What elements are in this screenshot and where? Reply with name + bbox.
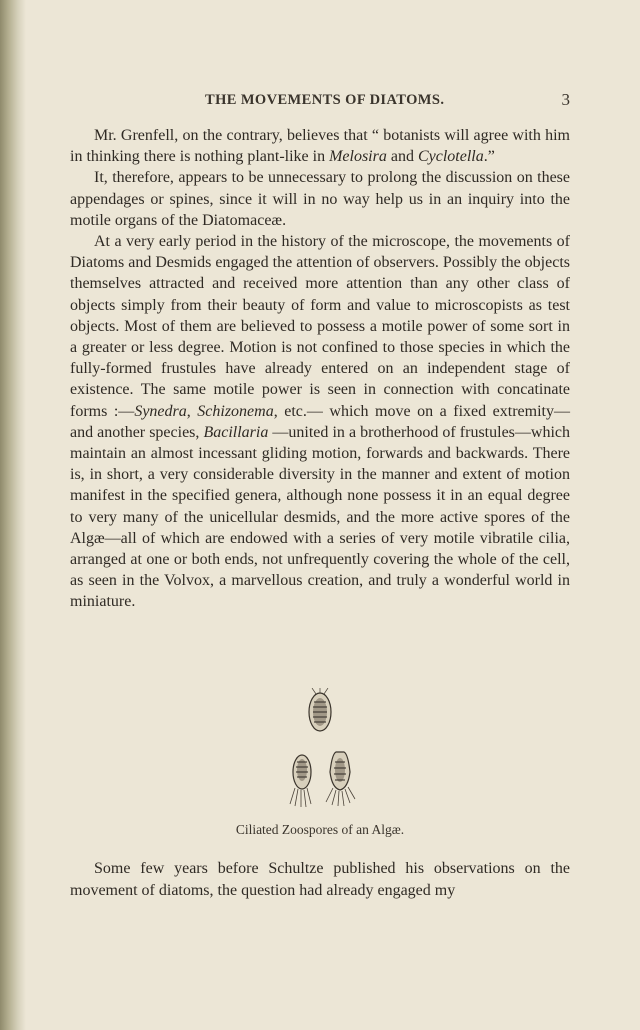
- running-head: THE MOVEMENTS OF DIATOMS.: [205, 92, 445, 108]
- book-spine-shadow: [0, 0, 26, 1030]
- text-segment: Some few years before Schultze published his observations on the movement of diatoms, the question had already engaged my: [70, 860, 570, 899]
- paragraph-3: [70, 231, 570, 613]
- body-text-continued: [70, 858, 570, 901]
- body-text: [70, 125, 570, 613]
- text-segment: Mr. Grenfell, on the contrary, believes that “ botanists will agree with him in thinking there is nothing plant-like in: [70, 127, 570, 166]
- figure: [70, 688, 570, 808]
- genus-name: Bacillaria: [203, 423, 269, 441]
- text-segment: .”: [483, 148, 495, 166]
- zoospore-left: [290, 755, 311, 807]
- text-segment: ,: [186, 402, 198, 420]
- text-segment: and: [386, 148, 418, 166]
- paragraph-2: [70, 167, 570, 231]
- text-segment: , etc.— which move on a fixed extremity—and another species,: [70, 402, 570, 441]
- paragraph-4: [70, 858, 570, 901]
- page-header: [70, 92, 570, 116]
- ciliated-zoospores-illustration: [270, 688, 370, 808]
- genus-name: Schizonema: [197, 402, 274, 420]
- paragraph-1: [70, 125, 570, 167]
- text-segment: At a very early period in the history of the microscope, the movements of Diatoms and Desmids engaged the attention of observers. Possibly the objects themselves attracted and received more attention than any other class of objects simply from their beauty of form and value to microscopists as test objects. Most of them are believed to possess a motile power of some sort in a greater or less degree. Motion is not confined to those species in which the fully-formed frustules have already entered on an independent stage of existence. The same motile power is seen in connection with concatinate forms :—: [70, 233, 570, 420]
- figure-caption: Ciliated Zoospores of an Algæ.: [235, 822, 405, 837]
- zoospore-right: [326, 752, 355, 806]
- genus-name: Melosira: [329, 148, 387, 166]
- text-segment: —united in a brotherhood of frustules—which maintain an almost incessant gliding motion, forwards and backwards. There is, in short, a very considerable diversity in the manner and extent of motion manifest in the specified genera, although none possess it in an equal degree to very many of the unicellular desmids, and the more active spores of the Algæ—all of which are endowed with a series of very motile vibratile cilia, arranged at one or both ends, not unfrequently covering the whole of the cell, as seen in the Volvox, a marvellous creation, and truly a wonderful world in miniature.: [70, 423, 570, 611]
- zoospore-top: [309, 688, 331, 731]
- page-number: 3: [561, 90, 570, 109]
- genus-name: Synedra: [134, 402, 187, 420]
- text-segment: It, therefore, appears to be unnecessary to prolong the discussion on these appendages or spines, since it will in no way help us in an inquiry into the motile organs of the Diatomaceæ.: [70, 169, 570, 229]
- genus-name: Cyclotella: [417, 148, 484, 166]
